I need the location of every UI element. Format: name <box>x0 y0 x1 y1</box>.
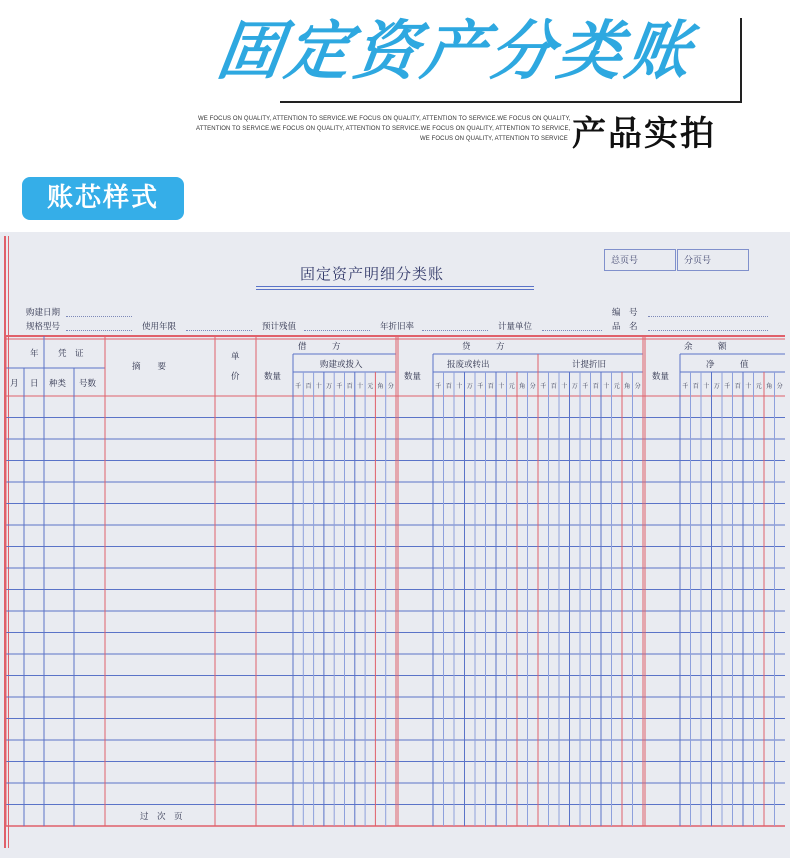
col-balance: 余 额 <box>684 342 727 352</box>
col-voucher: 凭 证 <box>58 349 84 359</box>
digit-label-depreciation: 千 <box>540 383 547 390</box>
ledger-title: 固定资产明细分类账 <box>300 265 445 283</box>
carry-forward: 过 次 页 <box>140 812 183 822</box>
tagline-1: WE FOCUS ON QUALITY, ATTENTION TO SERVICE.WE FOCUS ON QUALITY, ATTENTION TO SERVICE.WE FOCUS ON QUALITY, <box>198 116 571 122</box>
page-title: 固定资产分类账 <box>212 15 700 89</box>
residual-label: 预计残值 <box>262 322 297 332</box>
digit-label-scrap: 百 <box>487 383 494 390</box>
digit-label-purchase: 分 <box>387 383 394 390</box>
digit-label-scrap: 万 <box>466 383 473 390</box>
col-net: 净 值 <box>706 360 749 370</box>
col-kind: 种类 <box>49 379 67 389</box>
col-day: 日 <box>30 379 39 389</box>
name-label: 品 名 <box>612 322 638 332</box>
col-summary: 摘 要 <box>132 362 167 372</box>
digit-label-purchase: 角 <box>377 383 384 390</box>
digit-label-net: 万 <box>713 383 720 390</box>
digit-label-purchase: 万 <box>326 383 333 390</box>
col-qty-2: 数量 <box>404 372 422 382</box>
col-number: 号数 <box>79 379 97 389</box>
digit-label-scrap: 角 <box>519 383 526 390</box>
digit-label-depreciation: 十 <box>603 383 610 390</box>
col-qty-3: 数量 <box>652 372 670 382</box>
digit-label-net: 千 <box>682 383 689 390</box>
tagline-2: ATTENTION TO SERVICE.WE FOCUS ON QUALITY, ATTENTION TO SERVICE.WE FOCUS ON QUALITY, ATTENTION TO SERVICE, <box>196 126 571 132</box>
digit-label-depreciation: 分 <box>634 383 641 390</box>
digit-label-scrap: 十 <box>498 383 505 390</box>
build-date-label: 购建日期 <box>26 308 61 318</box>
digit-label-scrap: 千 <box>435 383 442 390</box>
digit-label-scrap: 分 <box>529 383 536 390</box>
col-credit: 贷 方 <box>462 342 505 352</box>
col-depreciation: 计提折旧 <box>572 360 607 370</box>
digit-label-depreciation: 千 <box>582 383 589 390</box>
dep-rate-label: 年折旧率 <box>380 322 415 332</box>
page-subtitle: 产品实拍 <box>572 114 716 154</box>
col-debit: 借 方 <box>298 342 341 352</box>
col-purchase: 购建或拨入 <box>320 360 363 370</box>
section-badge: 账芯样式 <box>22 177 184 220</box>
total-page-box: 总页号 <box>604 249 676 271</box>
col-unitprice: 单 <box>231 352 240 362</box>
digit-label-purchase: 十 <box>315 383 322 390</box>
digit-label-scrap: 千 <box>477 383 484 390</box>
digit-label-depreciation: 百 <box>592 383 599 390</box>
digit-label-net: 十 <box>703 383 710 390</box>
digit-label-net: 十 <box>745 383 752 390</box>
digit-label-scrap: 十 <box>456 383 463 390</box>
tagline-3: WE FOCUS ON QUALITY, ATTENTION TO SERVICE <box>420 136 568 142</box>
digit-label-scrap: 元 <box>508 383 515 390</box>
digit-label-net: 分 <box>776 383 783 390</box>
col-scrap: 报废或转出 <box>447 360 490 370</box>
digit-label-net: 角 <box>766 383 773 390</box>
unit-label: 计量单位 <box>498 322 533 332</box>
code-label: 编 号 <box>612 308 638 318</box>
col-year: 年 <box>30 349 39 359</box>
spec-model-label: 规格型号 <box>26 322 61 332</box>
digit-label-purchase: 元 <box>367 383 374 390</box>
digit-label-depreciation: 十 <box>561 383 568 390</box>
digit-label-net: 百 <box>692 383 699 390</box>
col-month: 月 <box>10 379 19 389</box>
digit-label-net: 百 <box>734 383 741 390</box>
digit-label-net: 千 <box>724 383 731 390</box>
digit-label-purchase: 百 <box>305 383 312 390</box>
sub-page-box: 分页号 <box>677 249 749 271</box>
digit-label-depreciation: 元 <box>613 383 620 390</box>
col-unitprice-2: 价 <box>231 372 240 382</box>
digit-label-purchase: 十 <box>356 383 363 390</box>
col-qty-1: 数量 <box>264 372 282 382</box>
digit-label-net: 元 <box>755 383 762 390</box>
use-years-label: 使用年限 <box>142 322 177 332</box>
digit-label-purchase: 千 <box>336 383 343 390</box>
digit-label-depreciation: 百 <box>550 383 557 390</box>
digit-label-scrap: 百 <box>445 383 452 390</box>
digit-label-depreciation: 角 <box>624 383 631 390</box>
digit-label-purchase: 百 <box>346 383 353 390</box>
digit-label-purchase: 千 <box>295 383 302 390</box>
digit-label-depreciation: 万 <box>571 383 578 390</box>
